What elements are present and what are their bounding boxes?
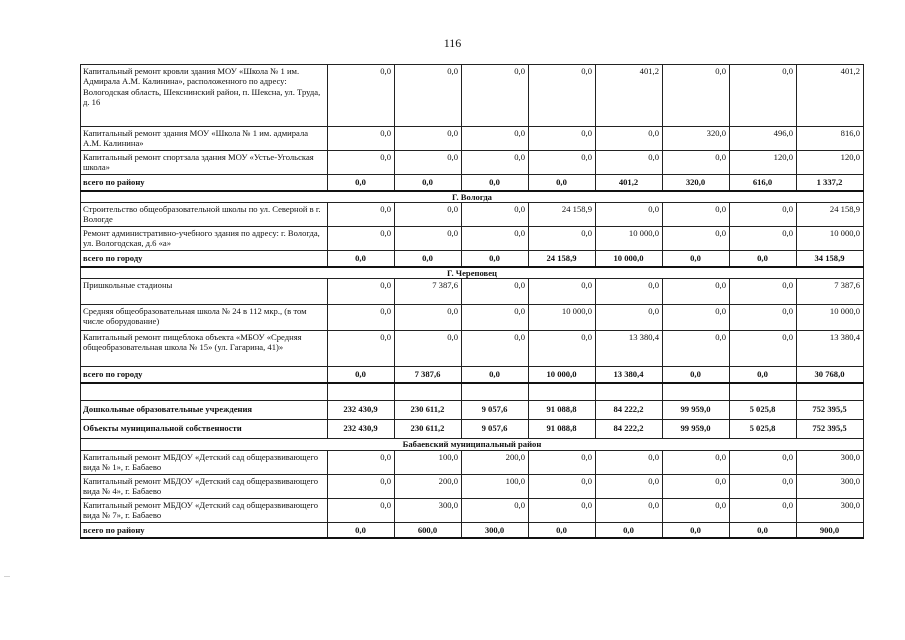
value-cell: 600,0 (395, 522, 462, 538)
value-cell: 0,0 (596, 450, 663, 474)
empty-cell (596, 383, 663, 401)
value-cell: 0,0 (462, 227, 529, 251)
empty-cell (81, 383, 328, 401)
row-label: Капитальный ремонт МБДОУ «Детский сад общеразвивающего вида № 7», г. Бабаево (81, 498, 328, 522)
subtotal-row (81, 367, 864, 383)
section-title: Бабаевский муниципальный район (81, 438, 864, 450)
value-cell: 0,0 (529, 279, 596, 305)
subtotal-row (81, 251, 864, 267)
value-cell: 300,0 (462, 522, 529, 538)
value-cell: 0,0 (730, 305, 797, 331)
value-cell: 0,0 (529, 450, 596, 474)
value-cell: 230 611,2 (395, 400, 462, 419)
row-label: Пришкольные стадионы (81, 279, 328, 305)
value-cell: 0,0 (529, 331, 596, 367)
section-header-row (81, 438, 864, 450)
value-cell: 5 025,8 (730, 400, 797, 419)
value-cell: 0,0 (663, 522, 730, 538)
value-cell: 91 088,8 (529, 400, 596, 419)
value-cell: 0,0 (462, 279, 529, 305)
table-row (81, 474, 864, 498)
value-cell: 0,0 (462, 65, 529, 127)
value-cell: 24 158,9 (529, 203, 596, 227)
empty-cell (395, 383, 462, 401)
value-cell: 401,2 (596, 65, 663, 127)
row-label: Ремонт административно-учебного здания по адресу: г. Вологда, ул. Вологодская, д.6 «а» (81, 227, 328, 251)
value-cell: 0,0 (328, 367, 395, 383)
value-cell: 300,0 (797, 450, 864, 474)
value-cell: 34 158,9 (797, 251, 864, 267)
value-cell: 0,0 (596, 522, 663, 538)
value-cell: 0,0 (462, 367, 529, 383)
value-cell: 0,0 (328, 227, 395, 251)
value-cell: 0,0 (663, 203, 730, 227)
value-cell: 0,0 (328, 151, 395, 175)
value-cell: 0,0 (462, 203, 529, 227)
value-cell: 0,0 (730, 474, 797, 498)
row-label: Строительство общеобразовательной школы по ул. Северной в г. Вологде (81, 203, 328, 227)
value-cell: 200,0 (395, 474, 462, 498)
value-cell: 0,0 (663, 367, 730, 383)
value-cell: 0,0 (663, 450, 730, 474)
value-cell: 232 430,9 (328, 400, 395, 419)
value-cell: 120,0 (797, 151, 864, 175)
value-cell: 752 395,5 (797, 419, 864, 438)
value-cell: 0,0 (328, 474, 395, 498)
empty-cell (328, 383, 395, 401)
value-cell: 100,0 (395, 450, 462, 474)
value-cell: 496,0 (730, 127, 797, 151)
value-cell: 0,0 (395, 151, 462, 175)
table-row (81, 227, 864, 251)
value-cell: 232 430,9 (328, 419, 395, 438)
value-cell: 230 611,2 (395, 419, 462, 438)
value-cell: 0,0 (328, 450, 395, 474)
value-cell: 0,0 (529, 522, 596, 538)
value-cell: 1 337,2 (797, 175, 864, 191)
value-cell: 616,0 (730, 175, 797, 191)
value-cell: 401,2 (596, 175, 663, 191)
value-cell: 0,0 (328, 331, 395, 367)
value-cell: 0,0 (596, 305, 663, 331)
value-cell: 0,0 (328, 498, 395, 522)
section-header-row (81, 267, 864, 279)
value-cell: 10 000,0 (529, 367, 596, 383)
value-cell: 0,0 (596, 151, 663, 175)
value-cell: 0,0 (730, 450, 797, 474)
value-cell: 0,0 (730, 367, 797, 383)
empty-cell (797, 383, 864, 401)
section-title: Г. Череповец (81, 267, 864, 279)
value-cell: 0,0 (328, 65, 395, 127)
row-label: Средняя общеобразовательная школа № 24 в 112 мкр., (в том числе оборудование) (81, 305, 328, 331)
value-cell: 10 000,0 (529, 305, 596, 331)
table-row (81, 279, 864, 305)
value-cell: 752 395,5 (797, 400, 864, 419)
grand-total-row (81, 400, 864, 419)
value-cell: 300,0 (797, 498, 864, 522)
row-label: Объекты муниципальной собственности (81, 419, 328, 438)
margin-mark: ... (4, 570, 10, 579)
row-label: всего по району (81, 175, 328, 191)
value-cell: 0,0 (462, 175, 529, 191)
value-cell: 0,0 (395, 251, 462, 267)
value-cell: 0,0 (730, 65, 797, 127)
empty-cell (730, 383, 797, 401)
row-label: Капитальный ремонт МБДОУ «Детский сад общеразвивающего вида № 4», г. Бабаево (81, 474, 328, 498)
value-cell: 24 158,9 (529, 251, 596, 267)
value-cell: 0,0 (395, 65, 462, 127)
section-header-row (81, 191, 864, 203)
value-cell: 84 222,2 (596, 400, 663, 419)
value-cell: 0,0 (596, 474, 663, 498)
value-cell: 0,0 (730, 203, 797, 227)
value-cell: 0,0 (395, 175, 462, 191)
value-cell: 0,0 (663, 331, 730, 367)
grand-total-row (81, 419, 864, 438)
value-cell: 84 222,2 (596, 419, 663, 438)
value-cell: 91 088,8 (529, 419, 596, 438)
value-cell: 120,0 (730, 151, 797, 175)
value-cell: 300,0 (797, 474, 864, 498)
row-label: всего по городу (81, 251, 328, 267)
value-cell: 0,0 (529, 474, 596, 498)
value-cell: 10 000,0 (797, 305, 864, 331)
value-cell: 0,0 (462, 331, 529, 367)
value-cell: 0,0 (529, 127, 596, 151)
value-cell: 816,0 (797, 127, 864, 151)
value-cell: 0,0 (462, 251, 529, 267)
value-cell: 0,0 (730, 251, 797, 267)
value-cell: 10 000,0 (596, 227, 663, 251)
row-label: Капитальный ремонт здания МОУ «Школа № 1 им. адмирала А.М. Калинина» (81, 127, 328, 151)
value-cell: 13 380,4 (797, 331, 864, 367)
value-cell: 0,0 (730, 331, 797, 367)
value-cell: 0,0 (395, 305, 462, 331)
value-cell: 0,0 (663, 251, 730, 267)
value-cell: 0,0 (462, 305, 529, 331)
value-cell: 0,0 (529, 151, 596, 175)
value-cell: 0,0 (462, 127, 529, 151)
value-cell: 99 959,0 (663, 400, 730, 419)
row-label: Капитальный ремонт МБДОУ «Детский сад общеразвивающего вида № 1», г. Бабаево (81, 450, 328, 474)
value-cell: 0,0 (663, 227, 730, 251)
table-row (81, 203, 864, 227)
value-cell: 0,0 (328, 522, 395, 538)
row-label: всего по городу (81, 367, 328, 383)
table-row (81, 127, 864, 151)
empty-cell (529, 383, 596, 401)
value-cell: 10 000,0 (797, 227, 864, 251)
value-cell: 13 380,4 (596, 367, 663, 383)
budget-table (80, 64, 864, 539)
value-cell: 0,0 (328, 251, 395, 267)
value-cell: 0,0 (663, 498, 730, 522)
value-cell: 9 057,6 (462, 400, 529, 419)
row-label: Дошкольные образовательные учреждения (81, 400, 328, 419)
value-cell: 0,0 (328, 175, 395, 191)
value-cell: 0,0 (663, 65, 730, 127)
value-cell: 0,0 (663, 279, 730, 305)
value-cell: 200,0 (462, 450, 529, 474)
value-cell: 320,0 (663, 127, 730, 151)
value-cell: 0,0 (328, 203, 395, 227)
value-cell: 0,0 (730, 522, 797, 538)
row-label: Капитальный ремонт кровли здания МОУ «Школа № 1 им. Адмирала А.М. Калинина», расположенного по адресу: Вологодская область, Шекснинский район, п. Шексна, ул. Труда, д. 16 (81, 65, 328, 127)
value-cell: 0,0 (395, 227, 462, 251)
value-cell: 0,0 (529, 175, 596, 191)
table-row (81, 305, 864, 331)
value-cell: 0,0 (663, 474, 730, 498)
row-label: всего по району (81, 522, 328, 538)
value-cell: 0,0 (596, 279, 663, 305)
row-label: Капитальный ремонт пищеблока объекта «МБОУ «Средняя общеобразовательная школа № 15» (ул. Гагарина, 41)» (81, 331, 328, 367)
section-title: Г. Вологда (81, 191, 864, 203)
value-cell: 0,0 (529, 227, 596, 251)
value-cell: 30 768,0 (797, 367, 864, 383)
table-body (81, 65, 864, 539)
value-cell: 0,0 (529, 498, 596, 522)
spacer-row (81, 383, 864, 401)
value-cell: 0,0 (328, 279, 395, 305)
value-cell: 0,0 (730, 279, 797, 305)
value-cell: 0,0 (730, 227, 797, 251)
value-cell: 13 380,4 (596, 331, 663, 367)
value-cell: 0,0 (462, 498, 529, 522)
subtotal-row (81, 175, 864, 191)
value-cell: 0,0 (328, 305, 395, 331)
value-cell: 99 959,0 (663, 419, 730, 438)
page-number: 116 (443, 36, 462, 50)
value-cell: 300,0 (395, 498, 462, 522)
value-cell: 0,0 (395, 127, 462, 151)
table-row (81, 498, 864, 522)
value-cell: 5 025,8 (730, 419, 797, 438)
value-cell: 0,0 (596, 498, 663, 522)
value-cell: 0,0 (395, 331, 462, 367)
empty-cell (663, 383, 730, 401)
row-label: Капитальный ремонт спортзала здания МОУ «Устье-Угольская школа» (81, 151, 328, 175)
table-row (81, 450, 864, 474)
value-cell: 0,0 (663, 305, 730, 331)
subtotal-row (81, 522, 864, 538)
value-cell: 401,2 (797, 65, 864, 127)
value-cell: 0,0 (596, 127, 663, 151)
value-cell: 0,0 (663, 151, 730, 175)
value-cell: 0,0 (529, 65, 596, 127)
value-cell: 7 387,6 (797, 279, 864, 305)
value-cell: 900,0 (797, 522, 864, 538)
value-cell: 0,0 (328, 127, 395, 151)
value-cell: 100,0 (462, 474, 529, 498)
value-cell: 7 387,6 (395, 279, 462, 305)
value-cell: 0,0 (462, 151, 529, 175)
value-cell: 9 057,6 (462, 419, 529, 438)
value-cell: 10 000,0 (596, 251, 663, 267)
value-cell: 7 387,6 (395, 367, 462, 383)
value-cell: 0,0 (395, 203, 462, 227)
table-row (81, 65, 864, 127)
value-cell: 0,0 (730, 498, 797, 522)
value-cell: 320,0 (663, 175, 730, 191)
value-cell: 24 158,9 (797, 203, 864, 227)
empty-cell (462, 383, 529, 401)
value-cell: 0,0 (596, 203, 663, 227)
table-row (81, 151, 864, 175)
table-row (81, 331, 864, 367)
